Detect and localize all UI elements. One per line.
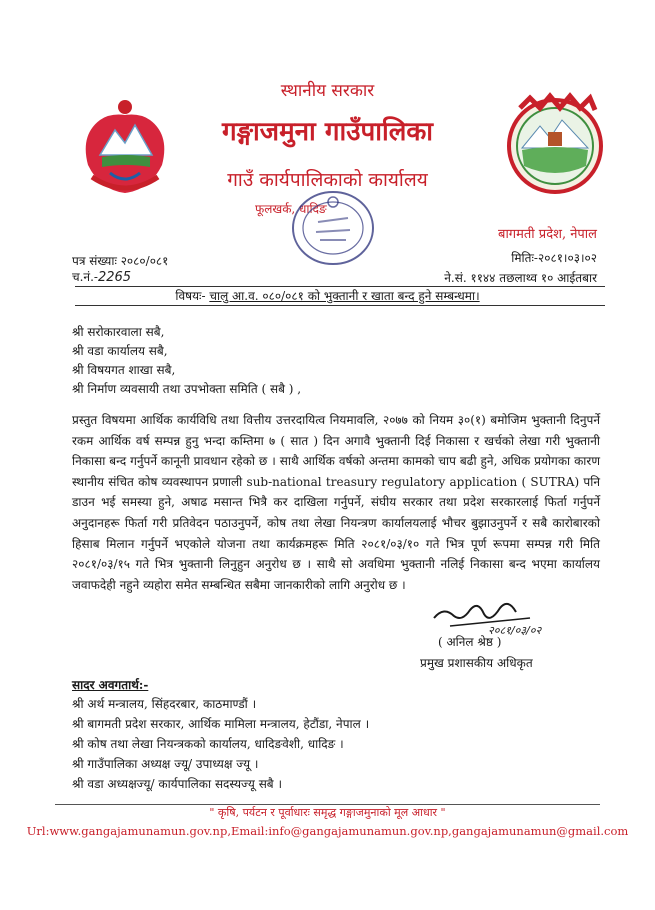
recipient-line: श्री विषयगत शाखा सबै, xyxy=(72,363,176,377)
dispatch-number-label: च.नं.- xyxy=(72,270,98,284)
cc-item: श्री कोष तथा लेखा नियन्त्रकको कार्यालय, धादिङवेशी, धादिङ । xyxy=(72,737,344,751)
nepal-samvat-date: ने.सं. ११४४ तछलाथ्व १० आईतबार xyxy=(444,271,597,285)
cc-item: श्री बागमती प्रदेश सरकार, आर्थिक मामिला मन्त्रालय, हेटौंडा, नेपाल । xyxy=(72,717,370,731)
cc-item: श्री वडा अध्यक्षज्यू/ कार्यपालिका सदस्यज्यू सबै । xyxy=(72,777,283,791)
recipient-line: श्री निर्माण व्यवसायी तथा उपभोक्ता समिति ( सबै ) , xyxy=(72,382,302,396)
reference-number: पत्र संख्याः २०८०/०८१ xyxy=(72,254,169,268)
header-local-government: स्थानीय सरकार xyxy=(280,81,375,101)
footer-contact: Url:www.gangajamunamun.gov.np,Email:info@gangajamunamun.gov.np,gangajamunamun@gmail.com xyxy=(26,824,629,838)
header-place: फूलखर्क, धादिङ xyxy=(255,202,327,216)
signatory-name: ( अनिल श्रेष्ठ ) xyxy=(438,635,502,649)
province-label: बागमती प्रदेश, नेपाल xyxy=(498,227,597,242)
cc-item: श्री अर्थ मन्त्रालय, सिंहदरबार, काठमाण्डौं । xyxy=(72,697,257,711)
office-stamp xyxy=(290,188,376,268)
recipient-line: श्री वडा कार्यालय सबै, xyxy=(72,344,168,358)
subject-label: विषयः- xyxy=(175,289,206,303)
subject-bottom-rule xyxy=(75,305,605,306)
header-municipality-name: गङ्गाजमुना गाउँपालिका xyxy=(221,117,434,147)
signatory-title: प्रमुख प्रशासकीय अधिकृत xyxy=(420,656,533,670)
recipient-line: श्री सरोकारवाला सबै, xyxy=(72,325,165,339)
dispatch-number xyxy=(72,268,131,285)
footer-slogan: " कृषि, पर्यटन र पूर्वाधारः समृद्ध गङ्गाजमुनाको मूल आधार " xyxy=(209,806,446,819)
letter-body: प्रस्तुत विषयमा आर्थिक कार्यविधि तथा वित्तीय उत्तरदायित्व नियमावलि, २०७७ को नियम ३०(१) बमोजिम भुक्तानी दिनुपर्ने रकम आर्थिक वर्ष सम्पन्न हुनु भन्दा कम्तिमा ७ ( सात ) दिन अगावै भुक्तानी दिई निकासा र खर्चको लेखा गरी भुक्तानी निकासा बन्द गर्नुपर्ने कानूनी प्रावधान रहेको छ । साथै आर्थिक वर्षको अन्तमा कामको चाप बढी हुने, अधिक प्रयोगका कारण स्थानीय संचित कोष व्यवस्थापन प्रणाली sub-national treasury regulatory application ( SUTRA) पनि डाउन भई समस्या हुने, अषाढ मसान्त भित्रै कर दाखिला गर्नुपर्ने, संघीय सरकार तथा प्रदेश सरकारलाई फिर्ता गर्नुपर्ने अनुदानहरू फिर्ता गरी प्रतिवेदन पठाउनुपर्ने, कोष तथा लेखा नियन्त्रण कार्यालयलाई भौचर बुझाउनुपर्ने र सबै कारोबारको हिसाब मिलान गर्नुपर्ने भएकोले योजना तथा कार्यक्रमहरू मिति २०८१/०३/१० गते भित्र पूर्ण रूपमा सम्पन्न गरी मिति २०८१/०३/१५ गते भित्र भुक्तानी लिनुहुन अनुरोध छ । साथै सो अवधिमा भुक्तानी नलिई निकासा बन्द भएमा कार्यालय जवाफदेही नहुने व्यहोरा समेत सम्बन्धित सबैमा जानकारीको लागि अनुरोध छ । xyxy=(72,413,600,592)
cc-item: श्री गाउँपालिका अध्यक्ष ज्यू/ उपाध्यक्ष ज्यू । xyxy=(72,757,259,771)
subject-text: चालु आ.व. ०८०/०८१ को भुक्तानी र खाता बन्द हुने सम्बन्धमा। xyxy=(209,289,480,303)
subject-line xyxy=(0,287,655,304)
dispatch-number-value: 2265 xyxy=(97,270,132,285)
signature-date: २०८१/०३/०२ xyxy=(488,624,542,637)
letter-date: मितिः-२०८१।०३।०२ xyxy=(511,251,597,265)
cc-heading: सादर अवगतार्थ:- xyxy=(72,678,149,692)
header-office-name: गाउँ कार्यपालिकाको कार्यालय xyxy=(227,169,428,191)
